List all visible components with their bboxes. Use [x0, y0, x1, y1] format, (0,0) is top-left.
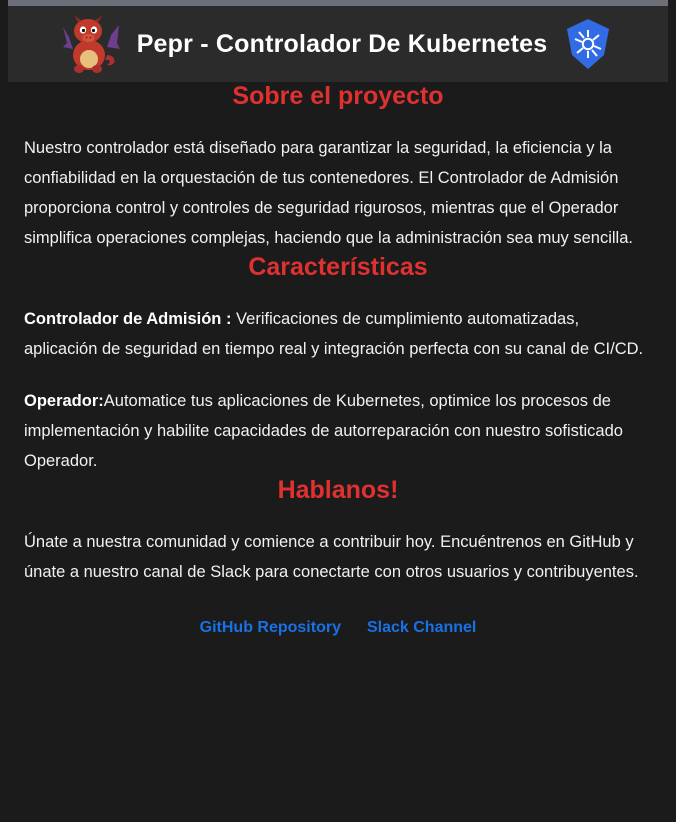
page-title: Pepr - Controlador De Kubernetes [136, 29, 548, 58]
feature-text-admission: Verificaciones de cumplimiento automatizadas, aplicación de seguridad en tiempo real y integración perfecta con su canal de CI/CD. [24, 310, 644, 358]
features-section-title: Características [248, 253, 428, 281]
feature-text-operator: Automatice tus aplicaciones de Kubernetes, optimice los procesos de implementación y habilite capacidades de autorreparación con nuestro sofisticado Operador. [24, 392, 623, 470]
contact-section-title: Hablanos! [277, 476, 399, 504]
feature-item-operator [24, 386, 652, 476]
feature-item-admission [24, 304, 652, 364]
contact-paragraph: Únate a nuestra comunidad y comience a contribuir hoy. Encuéntrenos en GitHub y únate a nuestro canal de Slack para conectarte con otros usuarios y contribuyentes. [24, 533, 639, 581]
about-section-title: Sobre el proyecto [232, 82, 444, 110]
dragon-mascot-icon [61, 13, 121, 75]
github-repository-link[interactable]: GitHub Repository [199, 619, 341, 636]
about-paragraph: Nuestro controlador está diseñado para garantizar la seguridad, la eficiencia y la confiabilidad en la orquestación de tus contenedores. El Controlador de Admisión proporciona control y controles de seguridad rigurosos, mientras que el Operador simplifica operaciones complejas, haciendo que la administración sea muy sencilla. [24, 139, 633, 247]
feature-lead-operator: Operador: [24, 392, 104, 410]
page-header [8, 6, 668, 82]
feature-lead-admission: Controlador de Admisión : [24, 310, 232, 328]
slack-channel-link[interactable]: Slack Channel [366, 619, 477, 636]
footer-links [22, 619, 654, 637]
page-content [8, 82, 668, 822]
kubernetes-logo-icon [561, 17, 615, 71]
